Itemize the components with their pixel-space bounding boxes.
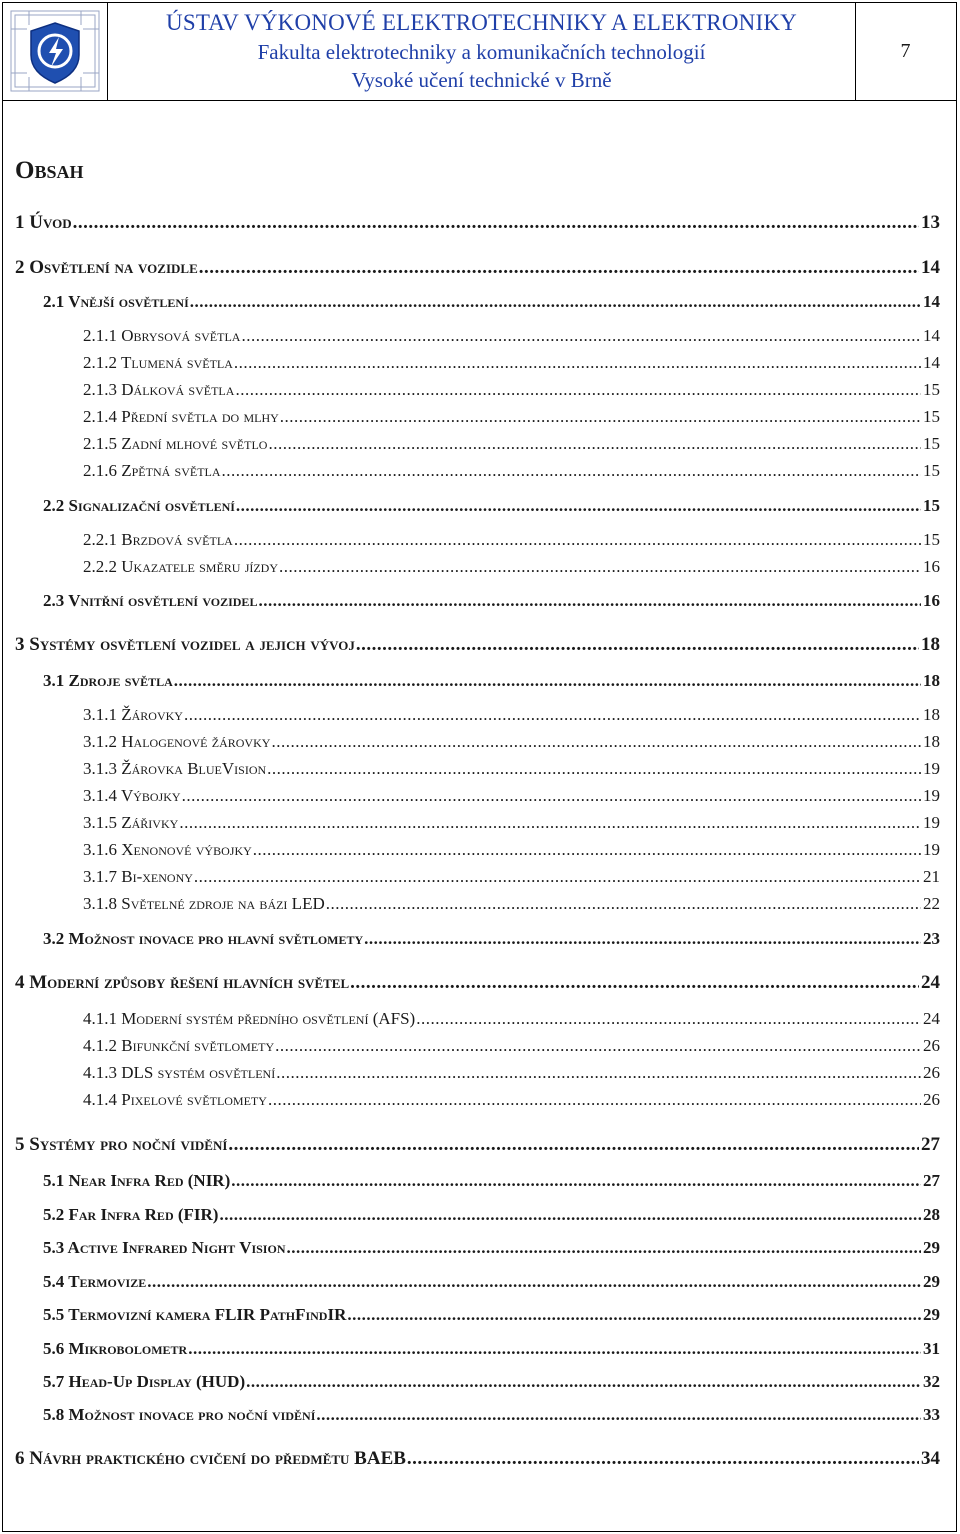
toc-leader-dots <box>275 1036 921 1056</box>
toc-leader-dots <box>267 759 921 779</box>
toc-entry-page: 31 <box>923 1339 940 1358</box>
toc-heading: Obsah <box>15 157 84 184</box>
toc-entry-label: 4.1.3 DLS systém osvětlení <box>83 1063 276 1082</box>
toc-entry-page: 15 <box>923 461 940 480</box>
toc-entry-label: 3.1.5 Zářivky <box>83 813 179 832</box>
toc-entry[interactable] <box>43 1405 940 1425</box>
toc-entry-page: 16 <box>923 591 940 610</box>
toc-entry-page: 15 <box>923 407 940 426</box>
toc-leader-dots <box>356 634 919 656</box>
toc-entry[interactable] <box>43 1238 940 1258</box>
toc-entry[interactable] <box>43 591 940 611</box>
toc-leader-dots <box>228 1134 919 1156</box>
toc-entry[interactable] <box>15 257 940 279</box>
toc-entry-label: 2.2.2 Ukazatele směru jízdy <box>83 557 279 576</box>
toc-entry-label: 4.1.1 Moderní systém předního osvětlení (AFS) <box>83 1009 416 1028</box>
toc-entry-label: 4.1.2 Bifunkční světlomety <box>83 1036 275 1055</box>
toc-leader-dots <box>222 461 921 481</box>
toc-entry[interactable] <box>15 972 940 994</box>
toc-entry-label: 2.2.1 Brzdová světla <box>83 530 233 549</box>
toc-entry[interactable] <box>83 353 940 373</box>
toc-entry-page: 19 <box>923 786 940 805</box>
toc-entry-label: 2.1 Vnější osvětlení <box>43 292 189 311</box>
toc-entry[interactable] <box>43 292 940 312</box>
toc-entry-label: 4 Moderní způsoby řešení hlavních světel <box>15 972 350 993</box>
toc-leader-dots <box>258 591 921 611</box>
toc-leader-dots <box>184 705 921 725</box>
toc-leader-dots <box>253 840 921 860</box>
page-number: 7 <box>900 40 911 62</box>
toc-entry-label: 2.1.3 Dálková světla <box>83 380 235 399</box>
toc-entry-label: 3.1.7 Bi-xenony <box>83 867 193 886</box>
toc-entry[interactable] <box>43 1339 940 1359</box>
toc-entry-label: 2.1.4 Přední světla do mlhy <box>83 407 279 426</box>
lightning-shield-logo-icon <box>9 9 101 93</box>
toc-entry[interactable] <box>83 1090 940 1110</box>
toc-entry-page: 15 <box>923 496 940 515</box>
toc-entry-label: 5.6 Mikrobolometr <box>43 1339 188 1358</box>
toc-entry-page: 26 <box>923 1063 940 1082</box>
toc-entry-label: 3.1 Zdroje světla <box>43 671 173 690</box>
toc-leader-dots <box>73 212 919 234</box>
toc-entry-page: 18 <box>923 705 940 724</box>
toc-entry-page: 27 <box>921 1134 940 1155</box>
toc-entry-label: 5.4 Termovize <box>43 1272 147 1291</box>
toc-entry[interactable] <box>43 929 940 949</box>
toc-entry-page: 18 <box>923 671 940 690</box>
toc-leader-dots <box>279 557 921 577</box>
toc-leader-dots <box>219 1205 921 1225</box>
toc-entry[interactable] <box>83 840 940 860</box>
toc-entry-page: 29 <box>923 1305 940 1324</box>
toc-entry[interactable] <box>83 732 940 752</box>
toc-entry[interactable] <box>15 634 940 656</box>
toc-entry[interactable] <box>15 1134 940 1156</box>
toc-entry-label: 2.2 Signalizační osvětlení <box>43 496 235 515</box>
toc-leader-dots <box>174 671 921 691</box>
toc-entry-page: 16 <box>923 557 940 576</box>
toc-entry[interactable] <box>83 407 940 427</box>
toc-entry-page: 18 <box>923 732 940 751</box>
toc-entry[interactable] <box>83 705 940 725</box>
toc-entry[interactable] <box>83 326 940 346</box>
toc-entry-label: 3.1.3 Žárovka BlueVision <box>83 759 267 778</box>
toc-entry-label: 4.1.4 Pixelové světlomety <box>83 1090 267 1109</box>
header-title-cell <box>108 2 856 100</box>
toc-entry-page: 15 <box>923 530 940 549</box>
toc-entry-page: 27 <box>923 1171 940 1190</box>
toc-entry[interactable] <box>83 759 940 779</box>
toc-leader-dots <box>246 1372 921 1392</box>
university-name: Vysoké učení technické v Brně <box>351 68 612 92</box>
toc-entry[interactable] <box>83 461 940 481</box>
toc-entry-label: 6 Návrh praktického cvičení do předmětu BAEB <box>15 1448 406 1469</box>
toc-entry-page: 29 <box>923 1238 940 1257</box>
toc-leader-dots <box>231 1171 921 1191</box>
toc-entry-page: 14 <box>921 257 940 278</box>
toc-entry-page: 26 <box>923 1090 940 1109</box>
toc-leader-dots <box>190 292 921 312</box>
toc-leader-dots <box>286 1238 921 1258</box>
faculty-name: Fakulta elektrotechniky a komunikačních technologií <box>257 40 706 64</box>
toc-leader-dots <box>416 1009 921 1029</box>
toc-entry[interactable] <box>83 867 940 887</box>
toc-entry-page: 28 <box>923 1205 940 1224</box>
toc-entry[interactable] <box>83 1063 940 1083</box>
toc-entry-page: 19 <box>923 813 940 832</box>
toc-entry-label: 5.3 Active Infrared Night Vision <box>43 1238 286 1257</box>
toc-entry[interactable] <box>83 894 940 914</box>
toc-entry-page: 19 <box>923 840 940 859</box>
toc-entry-label: 3.2 Možnost inovace pro hlavní světlomety <box>43 929 364 948</box>
toc-leader-dots <box>182 786 921 806</box>
toc-leader-dots <box>235 380 921 400</box>
toc-leader-dots <box>234 353 921 373</box>
toc-entry-page: 19 <box>923 759 940 778</box>
toc-leader-dots <box>194 867 921 887</box>
toc-entry[interactable] <box>83 813 940 833</box>
toc-leader-dots <box>268 434 921 454</box>
toc-entry[interactable] <box>83 1009 940 1029</box>
toc-entry-page: 26 <box>923 1036 940 1055</box>
toc-entry-page: 24 <box>921 972 940 993</box>
toc-leader-dots <box>347 1305 921 1325</box>
toc-entry-page: 18 <box>921 634 940 655</box>
toc-entry-page: 14 <box>923 326 940 345</box>
toc-leader-dots <box>268 1090 921 1110</box>
toc-entry[interactable] <box>83 786 940 806</box>
toc-leader-dots <box>326 894 921 914</box>
toc-entry-page: 33 <box>923 1405 940 1424</box>
toc-entry-label: 1 Úvod <box>15 212 72 233</box>
toc-entry-label: 3.1.8 Světelné zdroje na bázi LED <box>83 894 325 913</box>
toc-entry-label: 3.1.2 Halogenové žárovky <box>83 732 271 751</box>
toc-entry-label: 2.1.1 Obrysová světla <box>83 326 241 345</box>
toc-entry-page: 34 <box>921 1448 940 1469</box>
toc-entry-label: 2.1.5 Zadní mlhové světlo <box>83 434 268 453</box>
toc-leader-dots <box>241 326 921 346</box>
toc-entry[interactable] <box>15 212 940 234</box>
toc-entry-label: 2.1.6 Zpětná světla <box>83 461 221 480</box>
toc-entry-label: 5 Systémy pro noční vidění <box>15 1134 228 1155</box>
toc-leader-dots <box>276 1063 921 1083</box>
toc-leader-dots <box>280 407 921 427</box>
logo-cell <box>2 2 108 100</box>
toc-entry[interactable] <box>43 1272 940 1292</box>
toc-entry-page: 32 <box>923 1372 940 1391</box>
toc-entry-label: 3.1.4 Výbojky <box>83 786 181 805</box>
toc-entry[interactable] <box>43 1205 940 1225</box>
toc-entry-page: 29 <box>923 1272 940 1291</box>
toc-leader-dots <box>147 1272 921 1292</box>
toc-entry-page: 15 <box>923 434 940 453</box>
toc-entry-label: 5.8 Možnost inovace pro noční vidění <box>43 1405 316 1424</box>
institute-name: ÚSTAV VÝKONOVÉ ELEKTROTECHNIKY A ELEKTRONIKY <box>166 10 797 35</box>
toc-entry[interactable] <box>83 557 940 577</box>
toc-entry[interactable] <box>43 1305 940 1325</box>
toc-entry-label: 2.1.2 Tlumená světla <box>83 353 233 372</box>
toc-leader-dots <box>188 1339 921 1359</box>
toc-entry[interactable] <box>15 1448 940 1470</box>
toc-entry[interactable] <box>83 380 940 400</box>
toc-leader-dots <box>271 732 921 752</box>
toc-entry-page: 24 <box>923 1009 940 1028</box>
toc-leader-dots <box>364 929 921 949</box>
toc-leader-dots <box>407 1448 919 1470</box>
toc-leader-dots <box>179 813 921 833</box>
toc-leader-dots <box>234 530 921 550</box>
toc-leader-dots <box>199 257 919 279</box>
toc-entry-label: 5.2 Far Infra Red (FIR) <box>43 1205 219 1224</box>
toc-entry-page: 22 <box>923 894 940 913</box>
toc-entry-label: 3.1.1 Žárovky <box>83 705 183 724</box>
toc-entry[interactable] <box>83 1036 940 1056</box>
toc-entry[interactable] <box>43 671 940 691</box>
toc-entry-page: 23 <box>923 929 940 948</box>
toc-entry[interactable] <box>83 530 940 550</box>
toc-entry[interactable] <box>83 434 940 454</box>
page-header <box>2 2 957 101</box>
toc-leader-dots <box>236 496 921 516</box>
toc-entry-label: 2.3 Vnitřní osvětlení vozidel <box>43 591 258 610</box>
toc-entry-label: 3 Systémy osvětlení vozidel a jejich vývoj <box>15 634 355 655</box>
toc-entry[interactable] <box>43 1171 940 1191</box>
toc-entry-page: 13 <box>921 212 940 233</box>
toc-leader-dots <box>350 972 919 994</box>
toc-entry-label: 5.1 Near Infra Red (NIR) <box>43 1171 231 1190</box>
toc-entry-page: 14 <box>923 292 940 311</box>
toc-entry-label: 5.7 Head-Up Display (HUD) <box>43 1372 246 1391</box>
toc-entry-page: 21 <box>923 867 940 886</box>
toc-entry-label: 5.5 Termovizní kamera FLIR PathFindIR <box>43 1305 347 1324</box>
toc-entry-page: 14 <box>923 353 940 372</box>
toc-entry-label: 2 Osvětlení na vozidle <box>15 257 198 278</box>
toc-leader-dots <box>316 1405 921 1425</box>
toc-entry-label: 3.1.6 Xenonové výbojky <box>83 840 252 859</box>
toc-entry[interactable] <box>43 1372 940 1392</box>
toc-entry-page: 15 <box>923 380 940 399</box>
toc-entry[interactable] <box>43 496 940 516</box>
